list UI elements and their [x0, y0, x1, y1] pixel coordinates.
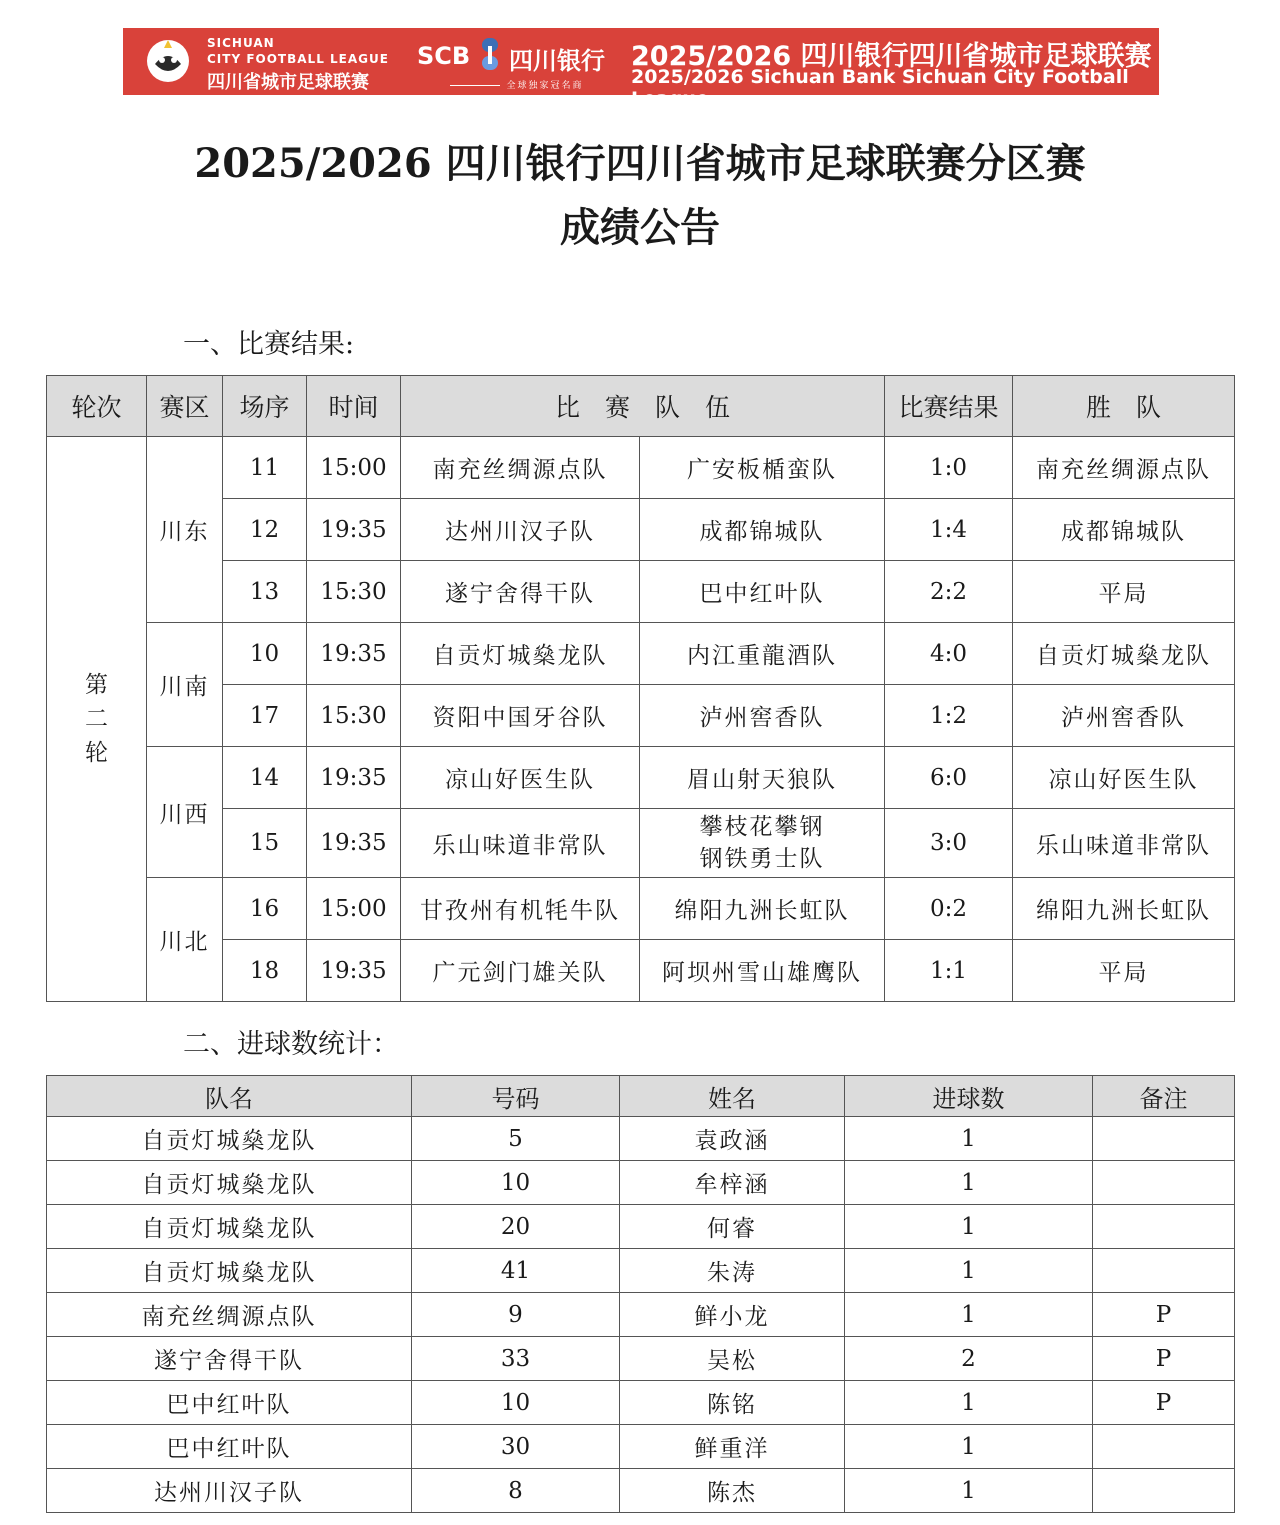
goal-count: 1: [845, 1293, 1093, 1337]
match-no: 11: [223, 437, 307, 499]
section-heading-results: 一、比赛结果:: [183, 329, 355, 360]
table-row: [47, 809, 1235, 878]
goals-header-row: [47, 1076, 1235, 1117]
table-row: [47, 940, 1235, 1002]
note: [1093, 1425, 1235, 1469]
home-team: 南充丝绸源点队: [401, 437, 640, 499]
table-row: [47, 1381, 1235, 1425]
home-team: 甘孜州有机牦牛队: [401, 878, 640, 940]
results-table: [46, 375, 1235, 1002]
player-name: 袁政涵: [620, 1117, 845, 1161]
away-team: 泸州窖香队: [640, 685, 885, 747]
player-name: 陈杰: [620, 1469, 845, 1513]
away-team: 巴中红叶队: [640, 561, 885, 623]
match-score: 3:0: [885, 809, 1013, 878]
page-title: 2025/2026 四川银行四川省城市足球联赛分区赛: [194, 140, 1086, 187]
logo-text-en-2: CITY FOOTBALL LEAGUE: [207, 52, 389, 66]
match-no: 18: [223, 940, 307, 1002]
player-name: 陈铭: [620, 1381, 845, 1425]
away-team: 成都锦城队: [640, 499, 885, 561]
home-team: 达州川汉子队: [401, 499, 640, 561]
away-team: 绵阳九洲长虹队: [640, 878, 885, 940]
match-no: 15: [223, 809, 307, 878]
region-cell: 川东: [147, 437, 223, 623]
winner: 平局: [1013, 561, 1235, 623]
winner: 成都锦城队: [1013, 499, 1235, 561]
table-row: [47, 561, 1235, 623]
table-row: [47, 685, 1235, 747]
team-name: 自贡灯城燊龙队: [47, 1249, 412, 1293]
goal-count: 1: [845, 1381, 1093, 1425]
note: [1093, 1161, 1235, 1205]
player-name: 何睿: [620, 1205, 845, 1249]
player-number: 8: [412, 1469, 620, 1513]
home-team: 乐山味道非常队: [401, 809, 640, 878]
scb-text: SCB: [417, 42, 471, 70]
goal-count: 1: [845, 1161, 1093, 1205]
away-team: [640, 809, 885, 878]
round-cell: [47, 437, 147, 1002]
match-score: 0:2: [885, 878, 1013, 940]
player-number: 41: [412, 1249, 620, 1293]
goal-count: 1: [845, 1425, 1093, 1469]
note: [1093, 1469, 1235, 1513]
goal-count: 1: [845, 1205, 1093, 1249]
away-team: 内江重龍酒队: [640, 623, 885, 685]
player-name: 牟梓涵: [620, 1161, 845, 1205]
table-row: [47, 878, 1235, 940]
sponsor-text: 全球独家冠名商: [419, 78, 609, 101]
team-name: 南充丝绸源点队: [47, 1293, 412, 1337]
match-score: 1:4: [885, 499, 1013, 561]
table-row: [47, 1337, 1235, 1381]
match-score: 4:0: [885, 623, 1013, 685]
player-number: 30: [412, 1425, 620, 1469]
section-heading-goals: 二、进球数统计：: [183, 1029, 399, 1060]
goal-count: 1: [845, 1469, 1093, 1513]
note: [1093, 1205, 1235, 1249]
match-time: 19:35: [307, 499, 401, 561]
winner: 泸州窖香队: [1013, 685, 1235, 747]
player-number: 10: [412, 1161, 620, 1205]
results-header-row: [47, 376, 1235, 437]
header-name: 姓名: [620, 1076, 845, 1117]
away-team: 眉山射天狼队: [640, 747, 885, 809]
player-number: 33: [412, 1337, 620, 1381]
match-time: 15:00: [307, 878, 401, 940]
match-time: 15:30: [307, 685, 401, 747]
table-row: [47, 499, 1235, 561]
header-team: 队名: [47, 1076, 412, 1117]
logo-text-cn: 四川省城市足球联赛: [207, 72, 369, 93]
header-round: 轮次: [47, 376, 147, 437]
match-no: 17: [223, 685, 307, 747]
banner-title-cn: 2025/2026 四川银行四川省城市足球联赛: [631, 41, 1152, 72]
match-no: 13: [223, 561, 307, 623]
header-teams: 比 赛 队 伍: [401, 376, 885, 437]
match-time: 19:35: [307, 809, 401, 878]
header-note: 备注: [1093, 1076, 1235, 1117]
match-time: 15:00: [307, 437, 401, 499]
match-no: 16: [223, 878, 307, 940]
goal-count: 2: [845, 1337, 1093, 1381]
winner: 自贡灯城燊龙队: [1013, 623, 1235, 685]
home-team: 遂宁舍得干队: [401, 561, 640, 623]
match-score: 1:2: [885, 685, 1013, 747]
league-banner: [123, 28, 1159, 110]
winner: 绵阳九洲长虹队: [1013, 878, 1235, 940]
match-no: 10: [223, 623, 307, 685]
away-team-line-2: 钢铁勇士队: [699, 846, 825, 872]
region-cell: 川南: [147, 623, 223, 747]
home-team: 凉山好医生队: [401, 747, 640, 809]
winner: 南充丝绸源点队: [1013, 437, 1235, 499]
table-row: [47, 1469, 1235, 1513]
team-name: 达州川汉子队: [47, 1469, 412, 1513]
note: P: [1093, 1293, 1235, 1337]
round-label: 第二轮: [85, 672, 108, 766]
away-team: 阿坝州雪山雄鹰队: [640, 940, 885, 1002]
table-row: [47, 747, 1235, 809]
player-number: 10: [412, 1381, 620, 1425]
match-score: 1:1: [885, 940, 1013, 1002]
header-winner: 胜 队: [1013, 376, 1235, 437]
league-logo-icon: [145, 38, 191, 84]
match-no: 14: [223, 747, 307, 809]
table-row: [47, 1293, 1235, 1337]
header-region: 赛区: [147, 376, 223, 437]
note: P: [1093, 1337, 1235, 1381]
match-score: 1:0: [885, 437, 1013, 499]
team-name: 巴中红叶队: [47, 1381, 412, 1425]
match-time: 15:30: [307, 561, 401, 623]
table-row: [47, 437, 1235, 499]
match-score: 6:0: [885, 747, 1013, 809]
region-cell: 川西: [147, 747, 223, 878]
home-team: 广元剑门雄关队: [401, 940, 640, 1002]
match-time: 19:35: [307, 940, 401, 1002]
match-time: 19:35: [307, 623, 401, 685]
player-name: 吴松: [620, 1337, 845, 1381]
bank-name: 四川银行: [509, 47, 605, 75]
header-time: 时间: [307, 376, 401, 437]
match-no: 12: [223, 499, 307, 561]
table-row: [47, 1249, 1235, 1293]
bank-logo-icon: [479, 36, 501, 74]
table-row: [47, 1205, 1235, 1249]
team-name: 巴中红叶队: [47, 1425, 412, 1469]
player-name: 鲜重洋: [620, 1425, 845, 1469]
note: [1093, 1117, 1235, 1161]
header-number: 号码: [412, 1076, 620, 1117]
away-team: 广安板楯蛮队: [640, 437, 885, 499]
logo-text-en-1: SICHUAN: [207, 36, 275, 50]
winner: 乐山味道非常队: [1013, 809, 1235, 878]
home-team: 自贡灯城燊龙队: [401, 623, 640, 685]
match-score: 2:2: [885, 561, 1013, 623]
region-cell: 川北: [147, 878, 223, 1002]
header-goals: 进球数: [845, 1076, 1093, 1117]
table-row: [47, 623, 1235, 685]
team-name: 自贡灯城燊龙队: [47, 1161, 412, 1205]
winner: 凉山好医生队: [1013, 747, 1235, 809]
header-match-no: 场序: [223, 376, 307, 437]
player-number: 5: [412, 1117, 620, 1161]
header-score: 比赛结果: [885, 376, 1013, 437]
goals-table: [46, 1075, 1235, 1513]
home-team: 资阳中国牙谷队: [401, 685, 640, 747]
banner-title-en: 2025/2026 Sichuan Bank Sichuan City Football League: [631, 66, 1129, 110]
team-name: 遂宁舍得干队: [47, 1337, 412, 1381]
page-subtitle: 成绩公告: [560, 204, 720, 251]
note: [1093, 1249, 1235, 1293]
winner: 平局: [1013, 940, 1235, 1002]
table-row: [47, 1117, 1235, 1161]
goal-count: 1: [845, 1249, 1093, 1293]
note: P: [1093, 1381, 1235, 1425]
table-row: [47, 1161, 1235, 1205]
table-row: [47, 1425, 1235, 1469]
away-team-line-1: 攀枝花攀钢: [699, 814, 825, 840]
player-name: 朱涛: [620, 1249, 845, 1293]
match-time: 19:35: [307, 747, 401, 809]
team-name: 自贡灯城燊龙队: [47, 1205, 412, 1249]
player-number: 20: [412, 1205, 620, 1249]
player-number: 9: [412, 1293, 620, 1337]
player-name: 鲜小龙: [620, 1293, 845, 1337]
team-name: 自贡灯城燊龙队: [47, 1117, 412, 1161]
goal-count: 1: [845, 1117, 1093, 1161]
